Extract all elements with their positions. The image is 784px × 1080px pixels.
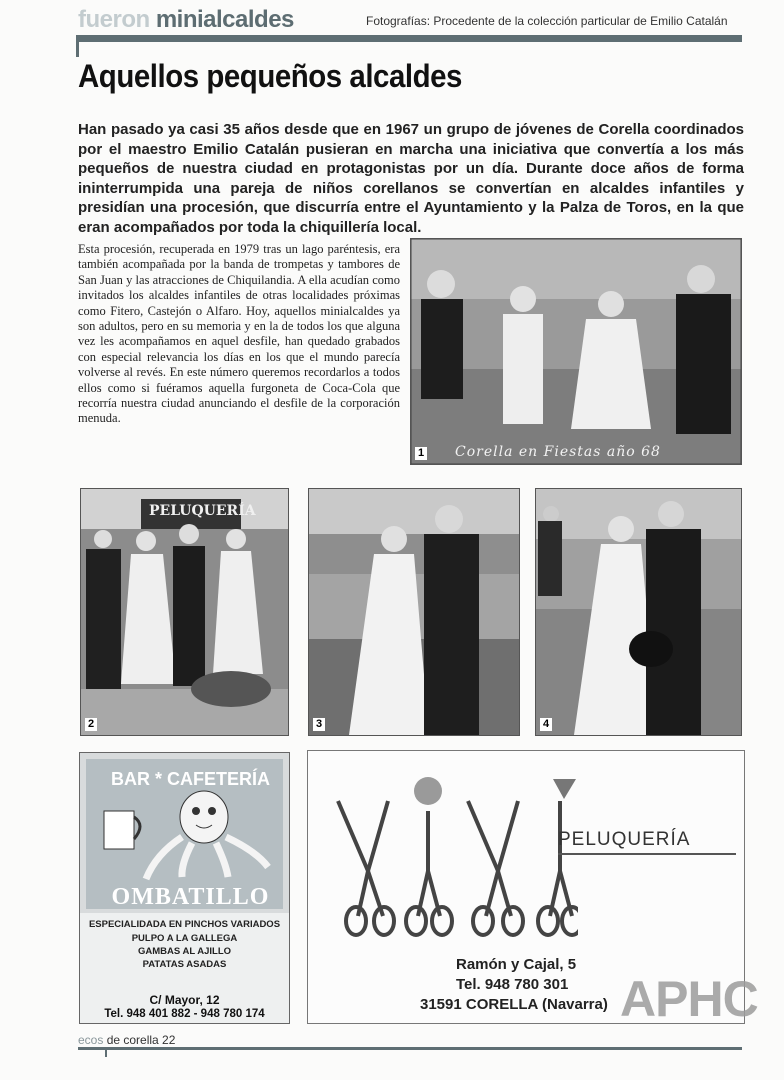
- section-tag: [78, 6, 294, 34]
- article-lead: Han pasado ya casi 35 años desde que en 1967 un grupo de jóvenes de Corella coordinados por el maestro Emilio Catalán pusieran en marcha una iniciativa que convertía a los más pequeños de nuestra ciudad en protagonistas por un día. Durante doce años de forma ininterrumpida una pareja de niños corellanos se convertían en alcaldes infantiles y presidían una procesión, que discurría entre el Ayuntamiento y la Palza de Toros, en la que eran acompañados por toda la chiquillería local.: [78, 121, 744, 236]
- ad-peluqueria-address: [420, 955, 608, 1015]
- photo-2-image: [81, 489, 288, 735]
- photo-2-number: 2: [85, 718, 97, 731]
- photo-4-image: [536, 489, 741, 735]
- ad-cafeteria-name: OMBATILLO: [111, 884, 270, 910]
- photo-4: [535, 488, 742, 736]
- footer-part1: ecos: [78, 1033, 107, 1047]
- scissors-logo-icon: [328, 771, 578, 951]
- ad-peluqueria-label: PELUQUERÍA: [558, 829, 691, 850]
- photo-2: [80, 488, 289, 736]
- photo-1-number: 1: [415, 447, 427, 460]
- footer-rule: [78, 1047, 742, 1050]
- ad-cafeteria-line-4: PATATAS ASADAS: [142, 959, 227, 970]
- photo-3-image: [309, 489, 519, 735]
- photo-2-sign: PELUQUERÍA: [149, 503, 256, 519]
- ad-peluqueria-address-line-1: Ramón y Cajal, 5: [456, 956, 577, 973]
- photo-1-caption: Corella en Fiestas año 68: [455, 444, 661, 460]
- ad-cafeteria-address: C/ Mayor, 12: [149, 993, 220, 1007]
- header-rule: [76, 35, 742, 42]
- footer-part2: de corella 22: [106, 1033, 176, 1047]
- photo-3: [308, 488, 520, 736]
- footer-rule-tick: [105, 1047, 107, 1057]
- ad-cafeteria-graphic: [86, 759, 283, 909]
- ad-cafeteria-ombatillo: [79, 752, 290, 1024]
- ad-cafeteria-phones: Tel. 948 401 882 - 948 780 174: [104, 1008, 265, 1020]
- ad-cafeteria-line-3: GAMBAS AL AJILLO: [137, 946, 232, 957]
- section-tag-part2: minialcaldes: [155, 6, 294, 33]
- ad-cafeteria-line-2: PULPO A LA GALLEGA: [131, 933, 238, 944]
- ad-cafeteria-arch-text: BAR * CAFETERÍA: [110, 769, 270, 789]
- ad-peluqueria-rule: [558, 853, 736, 855]
- photo-1-image: [411, 239, 741, 464]
- article-title: Aquellos pequeños alcaldes: [78, 58, 462, 94]
- article-body: Esta procesión, recuperada en 1979 tras un lago paréntesis, era también acompañada por la banda de trompetas y tambores de San Juan y las atracciones de Chiquilandia. A ella acudían como invitados los alcaldes infantiles de otras localidades próximas como Fitero, Castejón o Alfaro. Hoy, aquellos minialcaldes ya son adultos, pero en su memoria y en la de todos los que alguna vez les acompañamos en aquel desfile, han quedado grabados con especial relevancia los días en los que el mundo parecía volverse al revés. En este número queremos recordarlos a todos ellos como si fuéramos aquella furgoneta de Coca-Cola que recorría nuestra ciudad anunciando el desfile de la corporación menuda.: [78, 242, 400, 426]
- header-rule-tick: [76, 35, 79, 57]
- photo-4-number: 4: [540, 718, 552, 731]
- ad-peluqueria-address-line-3: 31591 CORELLA (Navarra): [420, 996, 608, 1013]
- footer-folio: [78, 1033, 175, 1047]
- photo-3-number: 3: [313, 718, 325, 731]
- ad-cafeteria-line-1: ESPECIALIDADA EN PINCHOS VARIADOS: [88, 919, 281, 930]
- watermark: APHC: [620, 971, 758, 1027]
- section-tag-part1: fueron: [78, 6, 156, 33]
- photo-credit: Fotografías: Procedente de la colección particular de Emilio Catalán: [366, 14, 728, 28]
- photo-1: [410, 238, 742, 465]
- ad-peluqueria-address-line-2: Tel. 948 780 301: [456, 976, 569, 993]
